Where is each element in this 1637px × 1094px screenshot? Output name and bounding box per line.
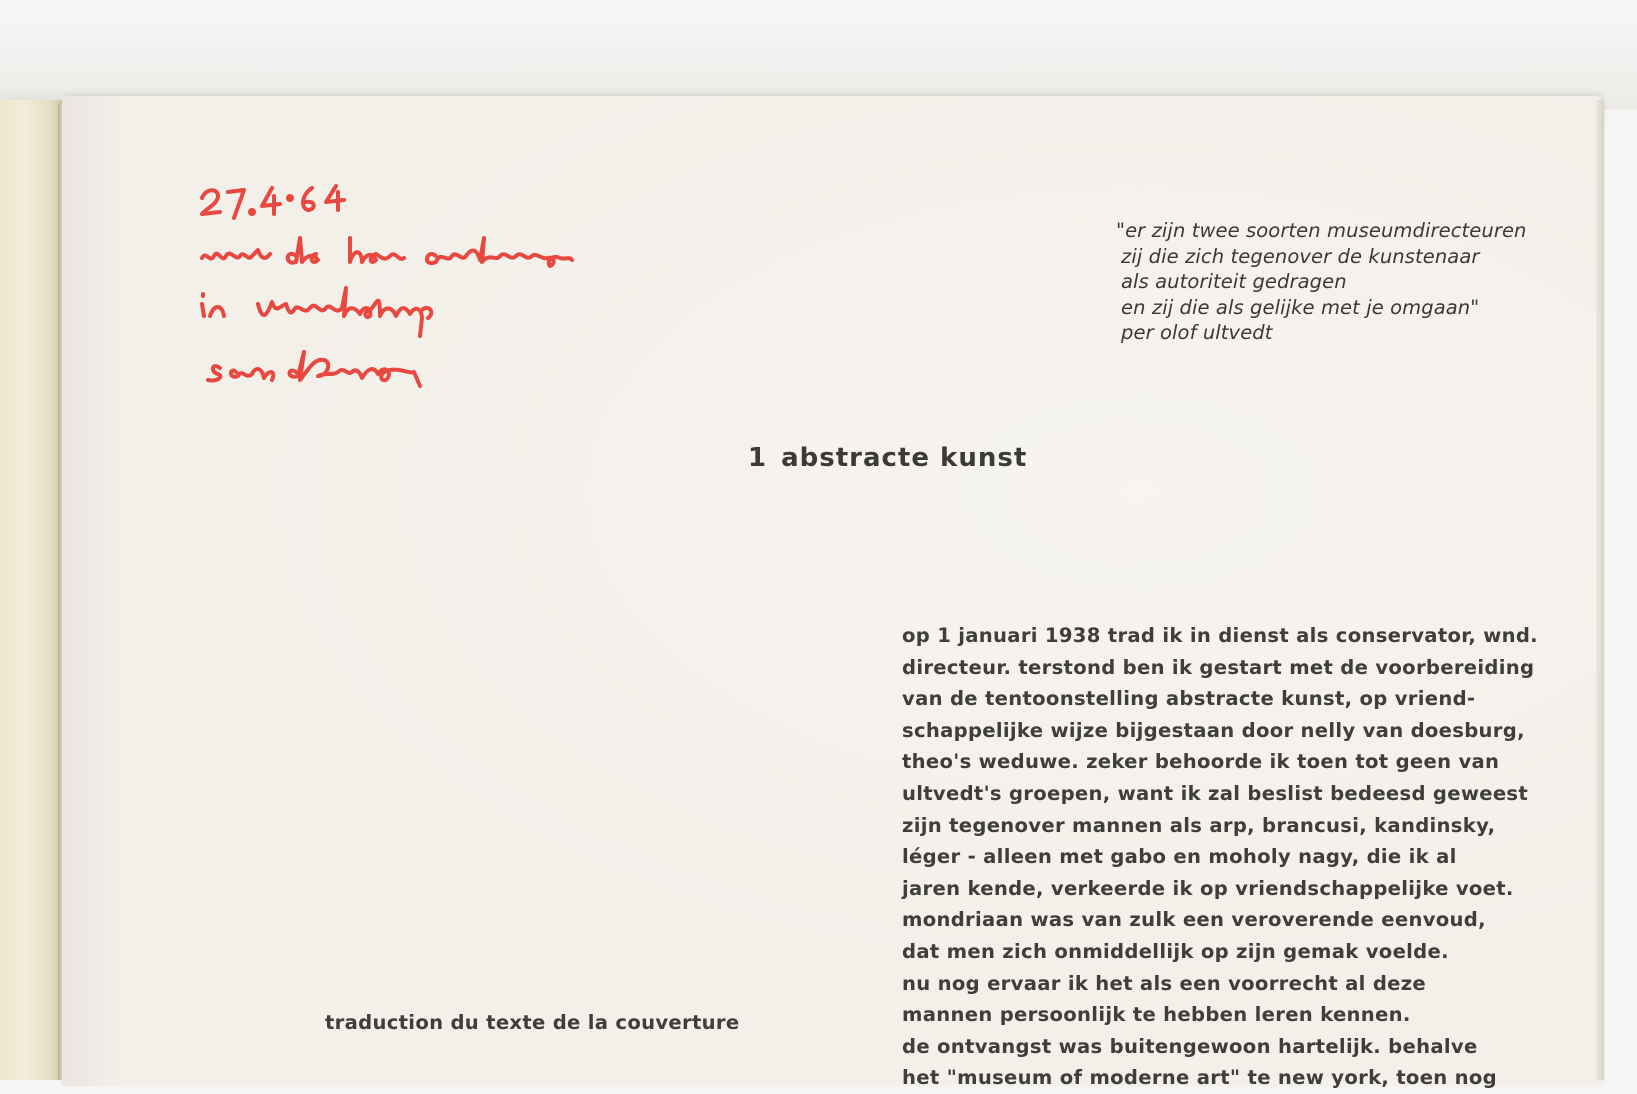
quote-attribution: per olof ultvedt — [1121, 321, 1273, 344]
quote-line: zij die zich tegenover de kunstenaar — [1121, 244, 1480, 268]
body-line: dat men zich onmiddellijk op zijn gemak voelde. — [902, 939, 1449, 963]
body-paragraph — [902, 620, 1592, 1094]
body-line: mondriaan was van zulk een veroverende eenvoud, — [902, 908, 1486, 932]
body-line: de ontvangst was buitengewoon hartelijk. behalve — [902, 1034, 1478, 1058]
body-line: mannen persoonlijk te hebben leren kennen. — [902, 1003, 1411, 1027]
handwriting-drawing — [200, 176, 660, 396]
body-line: het "museum of moderne art" te new york, toen nog — [902, 1066, 1497, 1090]
body-line: directeur. terstond ben ik gestart met de voorbereiding — [902, 655, 1535, 679]
handwritten-inscription — [200, 176, 660, 396]
body-line: van de tentoonstelling abstracte kunst, op vriend- — [902, 687, 1476, 711]
book-spine — [0, 100, 62, 1080]
quote-line: en zij die als gelijke met je omgaan" — [1121, 295, 1480, 319]
chapter-title: abstracte kunst — [781, 443, 1028, 473]
body-line: nu nog ervaar ik het als een voorrecht al deze — [902, 971, 1427, 995]
body-line: theo's weduwe. zeker behoorde ik toen tot geen van — [902, 750, 1500, 774]
body-line: léger - alleen met gabo en moholy nagy, die ik al — [902, 845, 1457, 869]
body-line: ultvedt's groepen, want ik zal beslist bedeesd geweest — [902, 781, 1529, 805]
body-line: schappelijke wijze bijgestaan door nelly van doesburg, — [902, 718, 1525, 742]
chapter-number: 1 — [748, 443, 768, 473]
quote-line: "er zijn twee soorten museumdirecteuren — [1116, 219, 1527, 242]
epigraph-quote — [1116, 218, 1596, 346]
body-line: jaren kende, verkeerde ik op vriendschappelijke voet. — [902, 876, 1514, 900]
quote-line: als autoriteit gedragen — [1121, 270, 1347, 293]
page-edge — [1596, 100, 1604, 1080]
body-line: zijn tegenover mannen als arp, brancusi, kandinsky, — [902, 813, 1496, 837]
translation-caption: traduction du texte de la couverture — [325, 1011, 740, 1034]
body-line: op 1 januari 1938 trad ik in dienst als conservator, wnd. — [902, 624, 1538, 647]
chapter-heading — [748, 443, 1027, 473]
